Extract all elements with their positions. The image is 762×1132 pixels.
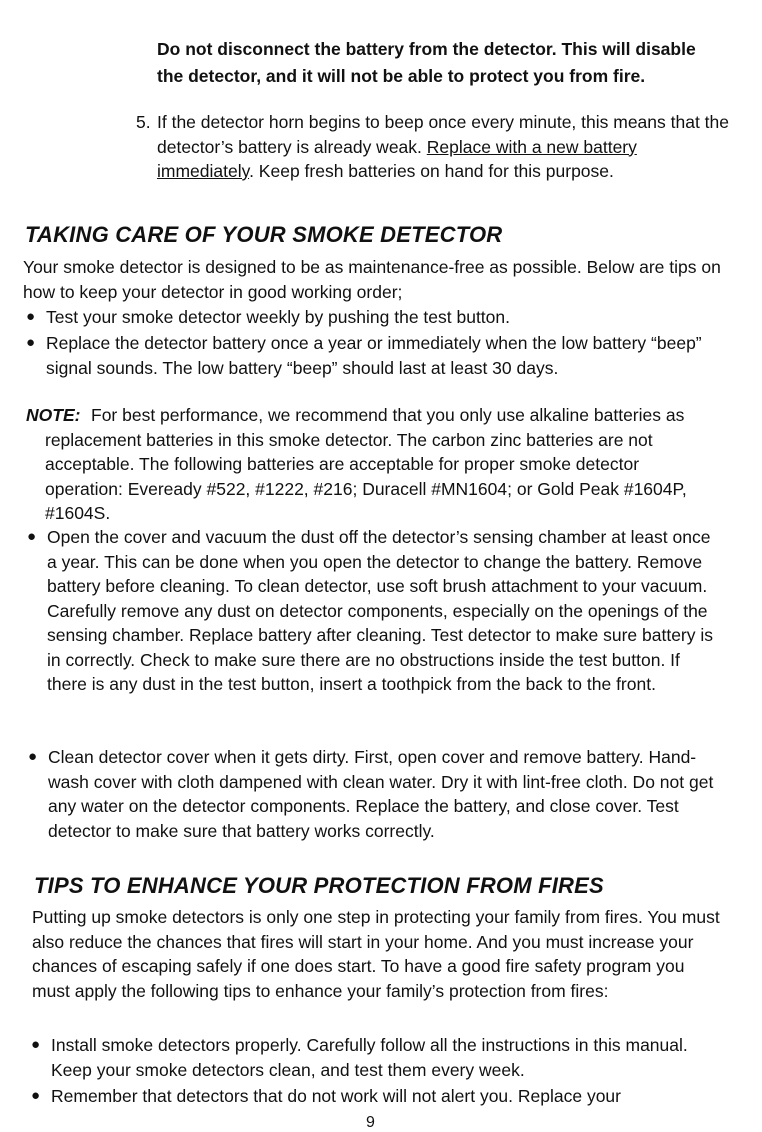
list-item-text: Clean detector cover when it gets dirty. First, open cover and remove battery. Hand-wash cover with cloth dampened with clean water. Dry it with lint-free cloth. Do not get any water on the detector components. Replace the battery, and close cover. Test detector to make sure that battery works correctly. bbox=[48, 747, 714, 841]
bullet-icon: ● bbox=[31, 1036, 41, 1053]
step-underlined-text: Replace with a new battery immediately bbox=[157, 136, 637, 181]
list-item bbox=[31, 1033, 721, 1082]
note-text: For best performance, we recommend that you only use alkaline batteries as replacement batteries in this smoke detector. The carbon zinc batteries are not acceptable. The following batteries are acceptable for proper smoke detector operation: Eveready #522, #1222, #216; Duracell #MN1604; or Gold Peak #1604P, #1604S. bbox=[45, 405, 687, 523]
list-item-text: Replace the detector battery once a year or immediately when the low battery “beep” signal sounds. The low battery “beep” should last at least 30 days. bbox=[46, 333, 702, 378]
tips-intro: Putting up smoke detectors is only one step in protecting your family from fires. You must also reduce the chances that fires will start in your home. And you must increase your chances of escaping safely if one does start. To have a good fire safety program you must apply the following tips to enhance your family’s protection from fires: bbox=[32, 907, 720, 1001]
battery-warning: Do not disconnect the battery from the detector. This will disable the detector, and it will not be able to protect you from fire. bbox=[157, 39, 696, 86]
list-item bbox=[26, 331, 716, 380]
bullet-icon: ● bbox=[31, 1087, 41, 1104]
bullet-icon: ● bbox=[27, 528, 37, 545]
list-item bbox=[26, 305, 716, 330]
list-item-text: Remember that detectors that do not work will not alert you. Replace your bbox=[51, 1086, 621, 1106]
section-heading-care: TAKING CARE OF YOUR SMOKE DETECTOR bbox=[25, 222, 503, 247]
bullet-icon: ● bbox=[26, 334, 36, 351]
note bbox=[26, 403, 716, 526]
step-number: 5. bbox=[136, 112, 151, 132]
bullet-icon: ● bbox=[28, 748, 38, 765]
step-5 bbox=[136, 110, 737, 184]
list-item bbox=[28, 745, 718, 843]
list-item-text: Test your smoke detector weekly by pushing the test button. bbox=[46, 307, 510, 327]
step-text-before: If the detector horn begins to beep once every minute, this means that the detector’s battery is already weak. bbox=[157, 112, 730, 157]
section-heading-tips: TIPS TO ENHANCE YOUR PROTECTION FROM FIRES bbox=[34, 873, 604, 898]
care-intro: Your smoke detector is designed to be as maintenance-free as possible. Below are tips on how to keep your detector in good working order; bbox=[23, 257, 721, 302]
list-item-text: Install smoke detectors properly. Carefully follow all the instructions in this manual. Keep your smoke detectors clean, and test them every week. bbox=[51, 1035, 688, 1080]
bullet-icon: ● bbox=[26, 308, 36, 325]
list-item bbox=[31, 1084, 721, 1109]
list-item-text: Open the cover and vacuum the dust off the detector’s sensing chamber at least once a year. This can be done when you open the detector to change the battery. Remove battery before cleaning. To clean detector, use soft brush attachment to your vacuum. Carefully remove any dust on detector components, especially on the openings of the sensing chamber. Replace battery after cleaning. Test detector to make sure battery is in correctly. Check to make sure there are no obstructions inside the test button. If there is any dust in the test button, insert a toothpick from the back to the front. bbox=[47, 527, 713, 694]
note-label: NOTE: bbox=[26, 405, 81, 425]
step-text-after: . Keep fresh batteries on hand for this purpose. bbox=[249, 161, 614, 181]
list-item bbox=[27, 525, 717, 697]
page-number: 9 bbox=[366, 1114, 375, 1131]
